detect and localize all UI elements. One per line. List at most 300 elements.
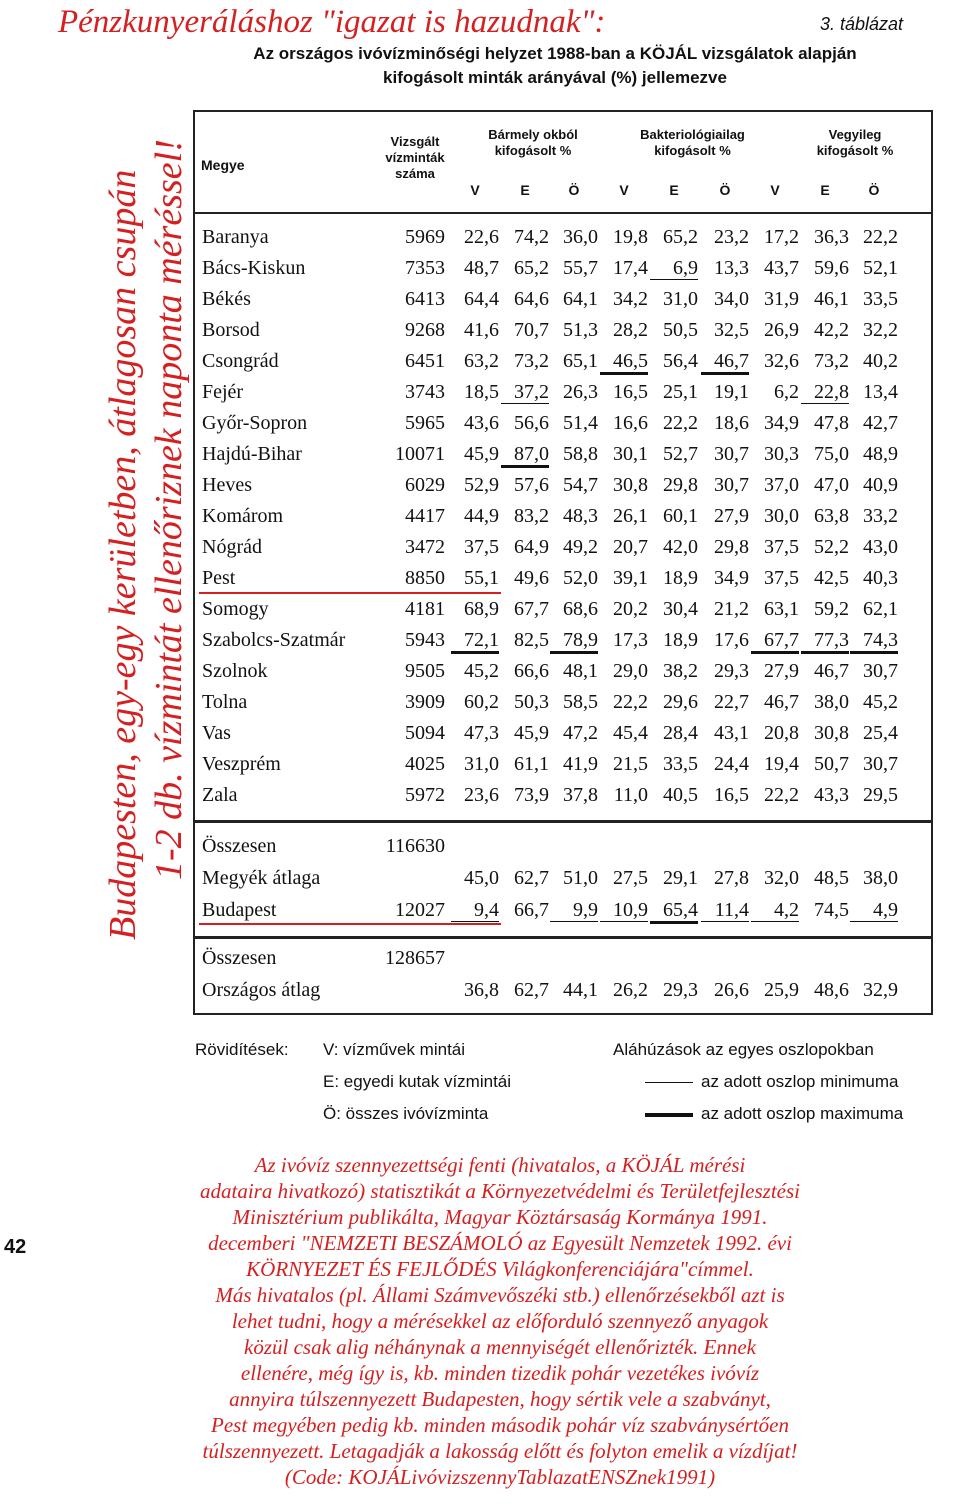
- row-sample-count: 5965: [405, 412, 445, 434]
- row-county-name: Győr-Sopron: [202, 412, 308, 434]
- table-row: [195, 657, 935, 688]
- row-value: 36,8: [464, 979, 499, 1001]
- summary-divider-1: [195, 820, 931, 823]
- row-value: 9,4: [451, 899, 499, 922]
- subheader-5: E: [669, 182, 679, 198]
- legend-max: [645, 1104, 903, 1124]
- row-value: 40,3: [863, 567, 898, 589]
- commentary-line: ellenére, még így is, kb. minden tizedik pohár vezetékes ivóvíz: [240, 1361, 760, 1385]
- header-county: Megye: [201, 157, 245, 173]
- row-sample-count: 9505: [405, 660, 445, 682]
- row-value: 51,4: [563, 412, 598, 434]
- commentary: [70, 1152, 930, 1490]
- subheader-9: Ö: [868, 182, 880, 198]
- commentary-line: adataira hivatkozó) statisztikát a Környezetvédelmi és Területfejlesztési: [200, 1179, 800, 1203]
- row-value: 9,9: [550, 899, 598, 922]
- row-value: 87,0: [501, 443, 549, 468]
- row-value: 45,9: [514, 722, 549, 744]
- subheader-7: V: [770, 182, 780, 198]
- row-value: 26,1: [613, 505, 648, 527]
- row-value: 47,2: [563, 722, 598, 744]
- row-value: 65,1: [563, 350, 598, 372]
- row-value: 34,9: [764, 412, 799, 434]
- row-value: 27,5: [613, 867, 648, 889]
- commentary-line: Pest megyében pedig kb. minden második pohár víz szabványsértően: [211, 1413, 789, 1437]
- table-row: [195, 781, 935, 812]
- row-county-name: Nógrád: [202, 536, 262, 558]
- row-sample-count: 5972: [405, 784, 445, 806]
- row-value: 57,6: [514, 474, 549, 496]
- row-value: 47,8: [814, 412, 849, 434]
- row-county-name: Borsod: [202, 319, 260, 341]
- row-value: 33,5: [863, 288, 898, 310]
- table-row: [195, 347, 935, 378]
- row-county-name: Fejér: [202, 381, 244, 403]
- row-sample-count: 7353: [405, 257, 445, 279]
- row-sample-count: 10071: [395, 443, 445, 465]
- row-value: 32,9: [863, 979, 898, 1001]
- row-value: 27,9: [714, 505, 749, 527]
- row-value: 46,1: [814, 288, 849, 310]
- row-value: 25,4: [863, 722, 898, 744]
- row-value: 22,2: [663, 412, 698, 434]
- row-value: 48,9: [863, 443, 898, 465]
- row-value: 13,4: [863, 381, 898, 403]
- row-value: 17,2: [764, 226, 799, 248]
- row-value: 56,6: [514, 412, 549, 434]
- row-county-name: Baranya: [202, 226, 269, 248]
- row-value: 37,8: [563, 784, 598, 806]
- row-value: 23,2: [714, 226, 749, 248]
- row-value: 46,7: [701, 350, 749, 375]
- row-value: 43,1: [714, 722, 749, 744]
- table-row: [195, 944, 935, 975]
- row-value: 18,9: [663, 629, 698, 651]
- row-value: 22,2: [764, 784, 799, 806]
- row-sample-count: 3472: [405, 536, 445, 558]
- table-row: [195, 626, 935, 657]
- row-value: 58,8: [563, 443, 598, 465]
- row-sample-count: 6451: [405, 350, 445, 372]
- row-county-name: Országos átlag: [202, 979, 321, 1001]
- row-value: 31,0: [464, 753, 499, 775]
- row-value: 75,0: [814, 443, 849, 465]
- row-value: 48,7: [464, 257, 499, 279]
- table-row: [195, 595, 935, 626]
- row-value: 42,7: [863, 412, 898, 434]
- row-value: 46,7: [764, 691, 799, 713]
- table-row: [195, 719, 935, 750]
- table-row: [195, 750, 935, 781]
- legend-e: E: egyedi kutak vízmintái: [323, 1072, 512, 1091]
- row-value: 21,5: [613, 753, 648, 775]
- row-value: 17,6: [714, 629, 749, 651]
- row-value: 65,4: [650, 899, 698, 924]
- row-value: 24,4: [714, 753, 749, 775]
- row-value: 30,1: [613, 443, 648, 465]
- row-value: 41,6: [464, 319, 499, 341]
- row-value: 32,0: [764, 867, 799, 889]
- row-value: 18,5: [464, 381, 499, 403]
- row-value: 74,5: [814, 899, 849, 921]
- row-value: 39,1: [613, 567, 648, 589]
- commentary-line: Minisztérium publikálta, Magyar Köztársaság Kormánya 1991.: [232, 1205, 768, 1229]
- row-value: 44,1: [563, 979, 598, 1001]
- row-value: 22,2: [613, 691, 648, 713]
- row-value: 31,0: [663, 288, 698, 310]
- row-sample-count: 6413: [405, 288, 445, 310]
- thick-underline-swatch: [645, 1113, 693, 1117]
- row-value: 18,9: [663, 567, 698, 589]
- row-value: 40,5: [663, 784, 698, 806]
- row-value: 30,7: [714, 474, 749, 496]
- row-value: 50,7: [814, 753, 849, 775]
- row-value: 63,2: [464, 350, 499, 372]
- row-value: 13,3: [714, 257, 749, 279]
- table-row: [195, 440, 935, 471]
- row-value: 45,4: [613, 722, 648, 744]
- row-value: 33,5: [663, 753, 698, 775]
- row-value: 6,9: [650, 257, 698, 280]
- row-value: 10,9: [600, 899, 648, 922]
- row-value: 51,0: [563, 867, 598, 889]
- row-value: 27,8: [714, 867, 749, 889]
- row-sample-count: 128657: [385, 947, 445, 969]
- row-value: 67,7: [751, 629, 799, 654]
- row-value: 47,0: [814, 474, 849, 496]
- row-value: 29,6: [663, 691, 698, 713]
- row-value: 73,2: [514, 350, 549, 372]
- row-value: 30,4: [663, 598, 698, 620]
- row-value: 37,5: [764, 536, 799, 558]
- row-value: 42,5: [814, 567, 849, 589]
- row-value: 16,5: [613, 381, 648, 403]
- row-county-name: Budapest: [202, 899, 277, 921]
- row-county-name: Szolnok: [202, 660, 268, 682]
- table-row: [195, 316, 935, 347]
- commentary-line: közül csak alig néhánynak a mennyiségét ellenőrizték. Ennek: [244, 1335, 756, 1359]
- row-county-name: Megyék átlaga: [202, 867, 321, 889]
- row-value: 65,2: [663, 226, 698, 248]
- table-row: [195, 471, 935, 502]
- row-value: 38,0: [814, 691, 849, 713]
- thin-underline-swatch: [645, 1082, 693, 1083]
- side-note-line1: Budapesten, egy-egy kerületben, átlagosan csupán: [102, 169, 144, 940]
- subheader-2: E: [520, 182, 530, 198]
- header-divider: [195, 212, 931, 214]
- row-value: 11,0: [613, 784, 648, 806]
- row-value: 19,4: [764, 753, 799, 775]
- row-value: 61,1: [514, 753, 549, 775]
- legend-o: Ö: összes ivóvízminta: [323, 1104, 489, 1123]
- row-value: 62,7: [514, 979, 549, 1001]
- legend-v: V: vízművek mintái: [323, 1040, 466, 1059]
- row-value: 22,6: [464, 226, 499, 248]
- commentary-line: annyira túlszennyezett Budapesten, hogy sértik vele a szabványt,: [229, 1387, 771, 1411]
- row-value: 4,2: [751, 899, 799, 922]
- row-value: 74,3: [850, 629, 898, 654]
- row-value: 55,1: [464, 567, 499, 589]
- row-value: 23,6: [464, 784, 499, 806]
- legend-min: [645, 1072, 898, 1092]
- table-row: [195, 378, 935, 409]
- row-value: 59,2: [814, 598, 849, 620]
- row-value: 28,4: [663, 722, 698, 744]
- subheader-4: V: [619, 182, 629, 198]
- table-row: [195, 564, 935, 595]
- row-value: 42,0: [663, 536, 698, 558]
- row-value: 25,9: [764, 979, 799, 1001]
- row-value: 36,3: [814, 226, 849, 248]
- row-value: 49,2: [563, 536, 598, 558]
- table-row: [195, 976, 935, 1007]
- row-value: 63,8: [814, 505, 849, 527]
- row-value: 41,9: [563, 753, 598, 775]
- row-value: 77,3: [801, 629, 849, 654]
- row-value: 37,5: [764, 567, 799, 589]
- commentary-line: Az ivóvíz szennyezettségi fenti (hivatalos, a KÖJÁL mérési: [254, 1153, 746, 1177]
- row-county-name: Heves: [202, 474, 252, 496]
- table-row: [195, 409, 935, 440]
- subheader-1: V: [470, 182, 480, 198]
- legend-underline-title: Aláhúzások az egyes oszlopokban: [613, 1040, 874, 1059]
- row-value: 66,7: [514, 899, 549, 921]
- header-chemical: Vegyileg kifogásolt %: [816, 127, 894, 158]
- row-value: 31,9: [764, 288, 799, 310]
- row-county-name: Összesen: [202, 947, 277, 969]
- row-value: 34,9: [714, 567, 749, 589]
- row-value: 22,8: [801, 381, 849, 404]
- page-number: 42: [4, 1236, 27, 1258]
- row-value: 66,6: [514, 660, 549, 682]
- row-county-name: Összesen: [202, 835, 277, 857]
- row-value: 30,7: [863, 660, 898, 682]
- row-value: 52,2: [814, 536, 849, 558]
- row-value: 48,3: [563, 505, 598, 527]
- row-value: 45,9: [464, 443, 499, 465]
- table-row: [195, 254, 935, 285]
- table-row: [195, 864, 935, 895]
- row-value: 18,6: [714, 412, 749, 434]
- legend-abbr-label: Rövidítések:: [195, 1040, 289, 1059]
- row-value: 16,5: [714, 784, 749, 806]
- row-value: 73,9: [514, 784, 549, 806]
- row-sample-count: 116630: [385, 835, 445, 857]
- row-value: 56,4: [663, 350, 698, 372]
- table-number: 3. táblázat: [820, 14, 904, 34]
- row-value: 37,0: [764, 474, 799, 496]
- row-sample-count: 5943: [405, 629, 445, 651]
- row-county-name: Komárom: [202, 505, 284, 527]
- row-value: 30,3: [764, 443, 799, 465]
- row-value: 30,0: [764, 505, 799, 527]
- commentary-line: lehet tudni, hogy a mérésekkel az előforduló szennyező anyagok: [231, 1309, 769, 1333]
- row-county-name: Pest: [202, 567, 236, 589]
- row-sample-count: 5094: [405, 722, 445, 744]
- side-note-line2: 1-2 db. vízmintát ellenőriznek naponta méréssel!: [148, 139, 190, 880]
- row-value: 70,7: [514, 319, 549, 341]
- row-value: 50,5: [663, 319, 698, 341]
- row-value: 29,5: [863, 784, 898, 806]
- row-value: 19,8: [613, 226, 648, 248]
- row-value: 51,3: [563, 319, 598, 341]
- row-sample-count: 4417: [405, 505, 445, 527]
- row-value: 42,2: [814, 319, 849, 341]
- row-value: 16,6: [613, 412, 648, 434]
- row-value: 47,3: [464, 722, 499, 744]
- row-value: 68,6: [563, 598, 598, 620]
- row-sample-count: 3909: [405, 691, 445, 713]
- row-value: 60,1: [663, 505, 698, 527]
- subheader-3: Ö: [568, 182, 580, 198]
- table-caption-line1: Az országos ivóvízminőségi helyzet 1988-ban a KÖJÁL vizsgálatok alapján: [253, 44, 857, 63]
- commentary-line: (Code: KOJÁLivóvizszennyTablazatENSZnek1991): [284, 1465, 716, 1489]
- row-value: 32,5: [714, 319, 749, 341]
- row-sample-count: 5969: [405, 226, 445, 248]
- header-any: Bármely okból kifogásolt %: [488, 127, 578, 158]
- row-value: 6,2: [774, 381, 799, 403]
- row-value: 49,6: [514, 567, 549, 589]
- row-value: 64,9: [514, 536, 549, 558]
- table-row: [195, 502, 935, 533]
- commentary-line: decemberi "NEMZETI BESZÁMOLÓ az Egyesült Nemzetek 1992. évi: [208, 1231, 792, 1255]
- row-county-name: Vas: [202, 722, 231, 744]
- legend-max-text: az adott oszlop maximuma: [701, 1104, 904, 1123]
- row-value: 44,9: [464, 505, 499, 527]
- table-row: [195, 832, 935, 863]
- row-value: 48,6: [814, 979, 849, 1001]
- subheader-6: Ö: [719, 182, 731, 198]
- table-row: [195, 223, 935, 254]
- row-sample-count: 6029: [405, 474, 445, 496]
- row-value: 29,3: [714, 660, 749, 682]
- row-value: 38,0: [863, 867, 898, 889]
- row-value: 29,3: [663, 979, 698, 1001]
- row-county-name: Szabolcs-Szatmár: [202, 629, 346, 651]
- row-value: 29,1: [663, 867, 698, 889]
- row-value: 17,3: [613, 629, 648, 651]
- row-value: 43,0: [863, 536, 898, 558]
- row-county-name: Csongrád: [202, 350, 279, 372]
- commentary-line: túlszennyezett. Letagadják a lakosság előtt és folyton emelik a vízdíjat!: [202, 1439, 798, 1463]
- row-value: 11,4: [701, 899, 749, 922]
- row-value: 52,9: [464, 474, 499, 496]
- row-sample-count: 12027: [395, 899, 445, 921]
- header-bacteriological: Bakteriológiailag kifogásolt %: [640, 127, 745, 158]
- row-value: 50,3: [514, 691, 549, 713]
- row-county-name: Bács-Kiskun: [202, 257, 306, 279]
- row-sample-count: 4181: [405, 598, 445, 620]
- row-value: 32,2: [863, 319, 898, 341]
- row-sample-count: 3743: [405, 381, 445, 403]
- row-county-name: Hajdú-Bihar: [202, 443, 302, 465]
- row-county-name: Zala: [202, 784, 238, 806]
- row-value: 30,7: [863, 753, 898, 775]
- row-value: 52,1: [863, 257, 898, 279]
- row-value: 45,0: [464, 867, 499, 889]
- row-value: 54,7: [563, 474, 598, 496]
- row-value: 45,2: [464, 660, 499, 682]
- table-row: [195, 533, 935, 564]
- row-value: 20,8: [764, 722, 799, 744]
- row-value: 46,5: [600, 350, 648, 375]
- row-value: 33,2: [863, 505, 898, 527]
- row-value: 52,0: [563, 567, 598, 589]
- side-note: [100, 100, 192, 940]
- row-value: 45,2: [863, 691, 898, 713]
- pest-annotation-line: [199, 592, 501, 594]
- table-caption-line2: kifogásolt minták arányával (%) jellemezve: [383, 68, 727, 87]
- row-value: 55,7: [563, 257, 598, 279]
- row-value: 37,5: [464, 536, 499, 558]
- row-value: 30,8: [613, 474, 648, 496]
- row-value: 43,6: [464, 412, 499, 434]
- row-value: 27,9: [764, 660, 799, 682]
- row-value: 78,9: [550, 629, 598, 654]
- data-table: [193, 110, 933, 1015]
- row-value: 26,2: [613, 979, 648, 1001]
- row-sample-count: 4025: [405, 753, 445, 775]
- row-value: 25,1: [663, 381, 698, 403]
- summary-divider-2: [195, 936, 931, 939]
- headline: Pénzkunyeráláshoz "igazat is hazudnak":: [58, 4, 606, 40]
- row-value: 68,9: [464, 598, 499, 620]
- row-value: 21,2: [714, 598, 749, 620]
- row-value: 62,1: [863, 598, 898, 620]
- row-value: 60,2: [464, 691, 499, 713]
- row-sample-count: 9268: [405, 319, 445, 341]
- row-value: 29,8: [714, 536, 749, 558]
- row-value: 34,0: [714, 288, 749, 310]
- row-value: 43,7: [764, 257, 799, 279]
- row-value: 59,6: [814, 257, 849, 279]
- row-value: 63,1: [764, 598, 799, 620]
- row-value: 40,2: [863, 350, 898, 372]
- row-county-name: Veszprém: [202, 753, 281, 775]
- commentary-line: KÖRNYEZET ÉS FEJLŐDÉS Világkonferenciájára"címmel.: [246, 1257, 754, 1281]
- row-county-name: Tolna: [202, 691, 248, 713]
- row-value: 58,5: [563, 691, 598, 713]
- subheader-8: E: [820, 182, 830, 198]
- row-value: 73,2: [814, 350, 849, 372]
- row-value: 30,8: [814, 722, 849, 744]
- row-value: 36,0: [563, 226, 598, 248]
- row-value: 22,2: [863, 226, 898, 248]
- row-value: 48,5: [814, 867, 849, 889]
- commentary-line: Más hivatalos (pl. Állami Számvevőszéki stb.) ellenőrzésekből azt is: [215, 1283, 785, 1307]
- row-value: 52,7: [663, 443, 698, 465]
- row-value: 28,2: [613, 319, 648, 341]
- legend-min-text: az adott oszlop minimuma: [701, 1072, 899, 1091]
- row-value: 72,1: [451, 629, 499, 654]
- row-value: 82,5: [514, 629, 549, 651]
- row-value: 34,2: [613, 288, 648, 310]
- budapest-annotation-line: [199, 923, 501, 925]
- table-row: [195, 285, 935, 316]
- row-value: 67,7: [514, 598, 549, 620]
- row-value: 83,2: [514, 505, 549, 527]
- row-value: 20,7: [613, 536, 648, 558]
- row-value: 40,9: [863, 474, 898, 496]
- row-value: 29,8: [663, 474, 698, 496]
- row-value: 64,4: [464, 288, 499, 310]
- row-value: 17,4: [613, 257, 648, 279]
- row-sample-count: 8850: [405, 567, 445, 589]
- row-value: 48,1: [563, 660, 598, 682]
- row-value: 26,6: [714, 979, 749, 1001]
- row-value: 4,9: [850, 899, 898, 922]
- row-value: 19,1: [714, 381, 749, 403]
